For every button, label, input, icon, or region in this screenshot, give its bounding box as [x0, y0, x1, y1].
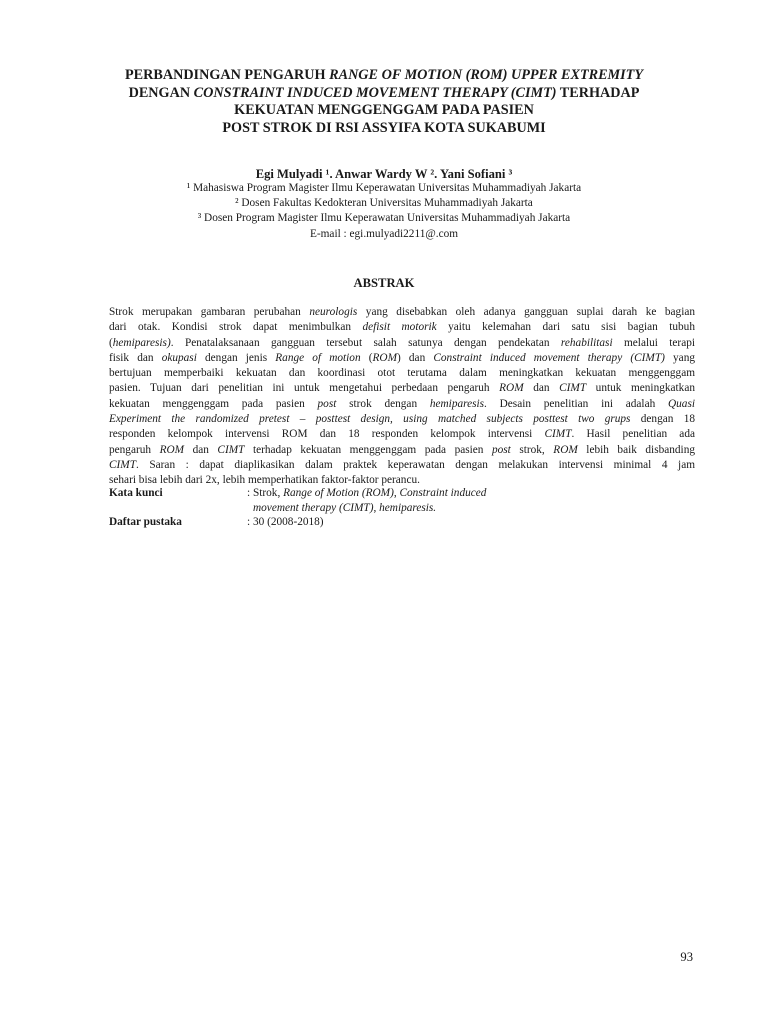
page-number: 93: [680, 950, 693, 964]
authors: Egi Mulyadi ¹. Anwar Wardy W ². Yani Sofiani ³: [255, 167, 513, 181]
affiliations: [60, 181, 708, 242]
affiliation-2: ² Dosen Fakultas Kedokteran Universitas Muhammadiyah Jakarta: [235, 197, 533, 210]
keywords-label: Kata kunci: [109, 487, 163, 499]
paper-title: PERBANDINGAN PENGARUH RANGE OF MOTION (ROM) UPPER EXTREMITY DENGAN CONSTRAINT INDUCED MOVEMENT THERAPY (CIMT) TERHADAP KEKUATAN MENGGENGGAM PADA PASIEN POST STROK DI RSI ASSYIFA KOTA SUKABUMI: [124, 67, 644, 136]
abstract-heading: ABSTRAK: [353, 276, 415, 290]
abstract-body: Strok merupakan gambaran perubahan neurologis yang disebabkan oleh adanya gangguan suplai darah ke bagian dari otak. Kondisi strok dapat menimbulkan defisit motorik yaitu kelemahan dari satu sisi bagian tubuh (hemiparesis). Penatalaksanaan gangguan tersebut salah satunya dengan pendekatan rehabilitasi melalui terapi fisik dan okupasi dengan jenis Range of motion (ROM) dan Constraint induced movement therapy (CIMT) yang bertujuan memperbaiki kekuatan dan koordinasi otot terutama dalam meningkatkan kekuatan menggenggam pasien. Tujuan dari penelitian ini untuk mengetahui perbedaan pengaruh ROM dan CIMT untuk meningkatkan kekuatan menggenggam pada pasien post strok dengan hemiparesis. Desain penelitian ini adalah Quasi Experiment the randomized pretest – posttest design, using matched subjects posttest two grups dengan 18 responden kelompok intervensi ROM dan 18 responden kelompok intervensi CIMT. Hasil penelitian ada pengaruh ROM dan CIMT terhadap kekuatan menggenggam pada pasien post strok, ROM lebih baik disbanding CIMT. Saran : dapat diaplikasikan dalam praktek keperawatan dengan melakukan intervensi minimal 4 jam sehari bisa lebih dari 2x, lebih memperhatikan faktor-faktor perancu.: [109, 306, 696, 487]
references-label: Daftar pustaka: [109, 516, 182, 528]
email: E-mail : egi.mulyadi2211@.com: [309, 227, 459, 240]
affiliation-3: ³ Dosen Program Magister Ilmu Keperawatan Universitas Muhammadiyah Jakarta: [197, 212, 571, 225]
references-value: : 30 (2008-2018): [247, 516, 324, 528]
affiliation-1: ¹ Mahasiswa Program Magister Ilmu Keperawatan Universitas Muhammadiyah Jakarta: [186, 182, 582, 194]
keywords-value: : Strok, Range of Motion (ROM), Constraint induced movement therapy (CIMT), hemiparesis.: [247, 487, 487, 514]
